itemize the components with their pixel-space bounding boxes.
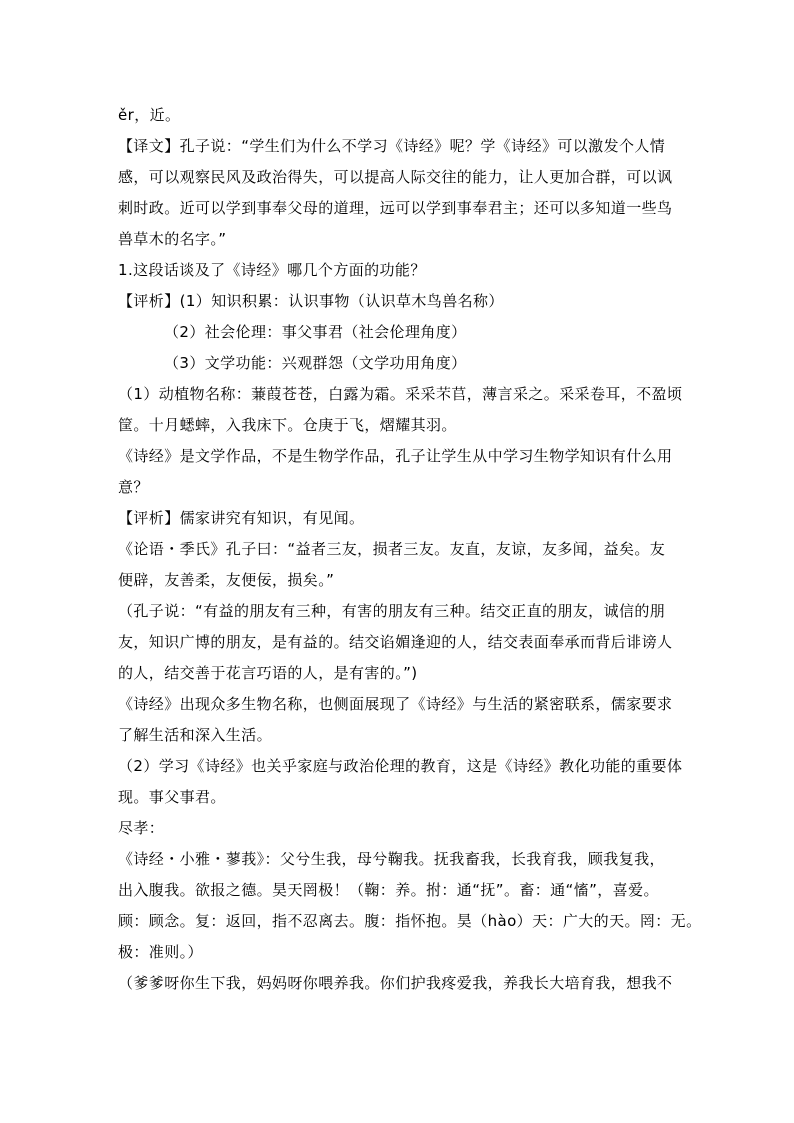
text-line: （1）动植物名称：蒹葭苍苍，白露为霜。采采芣苢，薄言采之。采采卷耳，不盈顷 xyxy=(118,385,683,403)
text-line: ěr，近。 xyxy=(118,106,181,124)
document-body xyxy=(118,100,702,999)
text-line: 刺时政。近可以学到事奉父母的道理，远可以学到事奉君主；还可以多知道一些鸟 xyxy=(118,199,673,217)
question-line: 1.这段话谈及了《诗经》哪几个方面的功能？ xyxy=(118,261,426,279)
text-line: 【译文】孔子说：“学生们为什么不学习《诗经》呢？学《诗经》可以激发个人情 xyxy=(118,137,666,155)
text-line: （3）文学功能：兴观群怨（文学功用角度） xyxy=(164,354,467,372)
text-line: 顾：顾念。复：返回，指不忍离去。腹：指怀抱。昊（hào）天：广大的天。罔：无。 xyxy=(118,912,702,930)
text-line: 现。事父事君。 xyxy=(118,788,226,806)
text-line: 《诗经》出现众多生物名称，也侧面展现了《诗经》与生活的紧密联系，儒家要求 xyxy=(118,695,673,713)
text-line: （爹爹呀你生下我，妈妈呀你喂养我。你们护我疼爱我，养我长大培育我，想我不 xyxy=(118,974,673,992)
text-line: 的人，结交善于花言巧语的人，是有害的。”) xyxy=(118,664,418,682)
text-line: 极：准则。） xyxy=(118,943,203,961)
text-line: （孔子说：“有益的朋友有三种，有害的朋友有三种。结交正直的朋友，诚信的朋 xyxy=(118,602,666,620)
text-line: 【评析】(1）知识积累：认识事物（认识草木鸟兽名称） xyxy=(118,292,504,310)
text-line: 兽草木的名字。” xyxy=(118,230,227,248)
text-line: （2）学习《诗经》也关乎家庭与政治伦理的教育，这是《诗经》教化功能的重要体 xyxy=(118,757,683,775)
text-line: （2）社会伦理：事父事君（社会伦理角度） xyxy=(164,323,467,341)
text-line: 筐。十月蟋蟀，入我床下。仓庚于飞，熠耀其羽。 xyxy=(118,416,457,434)
text-line: 感，可以观察民风及政治得失，可以提高人际交往的能力，让人更加合群，可以讽 xyxy=(118,168,673,186)
text-line: 便辟，友善柔，友便佞，损矣。” xyxy=(118,571,335,589)
text-line: 《诗经》是文学作品，不是生物学作品，孔子让学生从中学习生物学知识有什么用 xyxy=(118,447,673,465)
text-line: 出入腹我。欲报之德。昊天罔极！（鞠：养。拊：通“抚”。畜：通“慉”，喜爱。 xyxy=(118,881,659,899)
text-line: 尽孝： xyxy=(118,819,165,837)
text-line: 《论语・季氏》孔子曰：“益者三友，损者三友。友直，友谅，友多闻，益矣。友 xyxy=(118,540,666,558)
text-line: 【评析】儒家讲究有知识，有见闻。 xyxy=(118,509,365,527)
text-line: 意？ xyxy=(118,478,149,496)
text-line: 《诗经・小雅・蓼莪》：父兮生我，母兮鞠我。抚我畜我，长我育我，顾我复我， xyxy=(118,850,665,868)
text-line: 了解生活和深入生活。 xyxy=(118,726,273,744)
text-line: 友，知识广博的朋友，是有益的。结交谄媚逢迎的人，结交表面奉承而背后诽谤人 xyxy=(118,633,673,651)
